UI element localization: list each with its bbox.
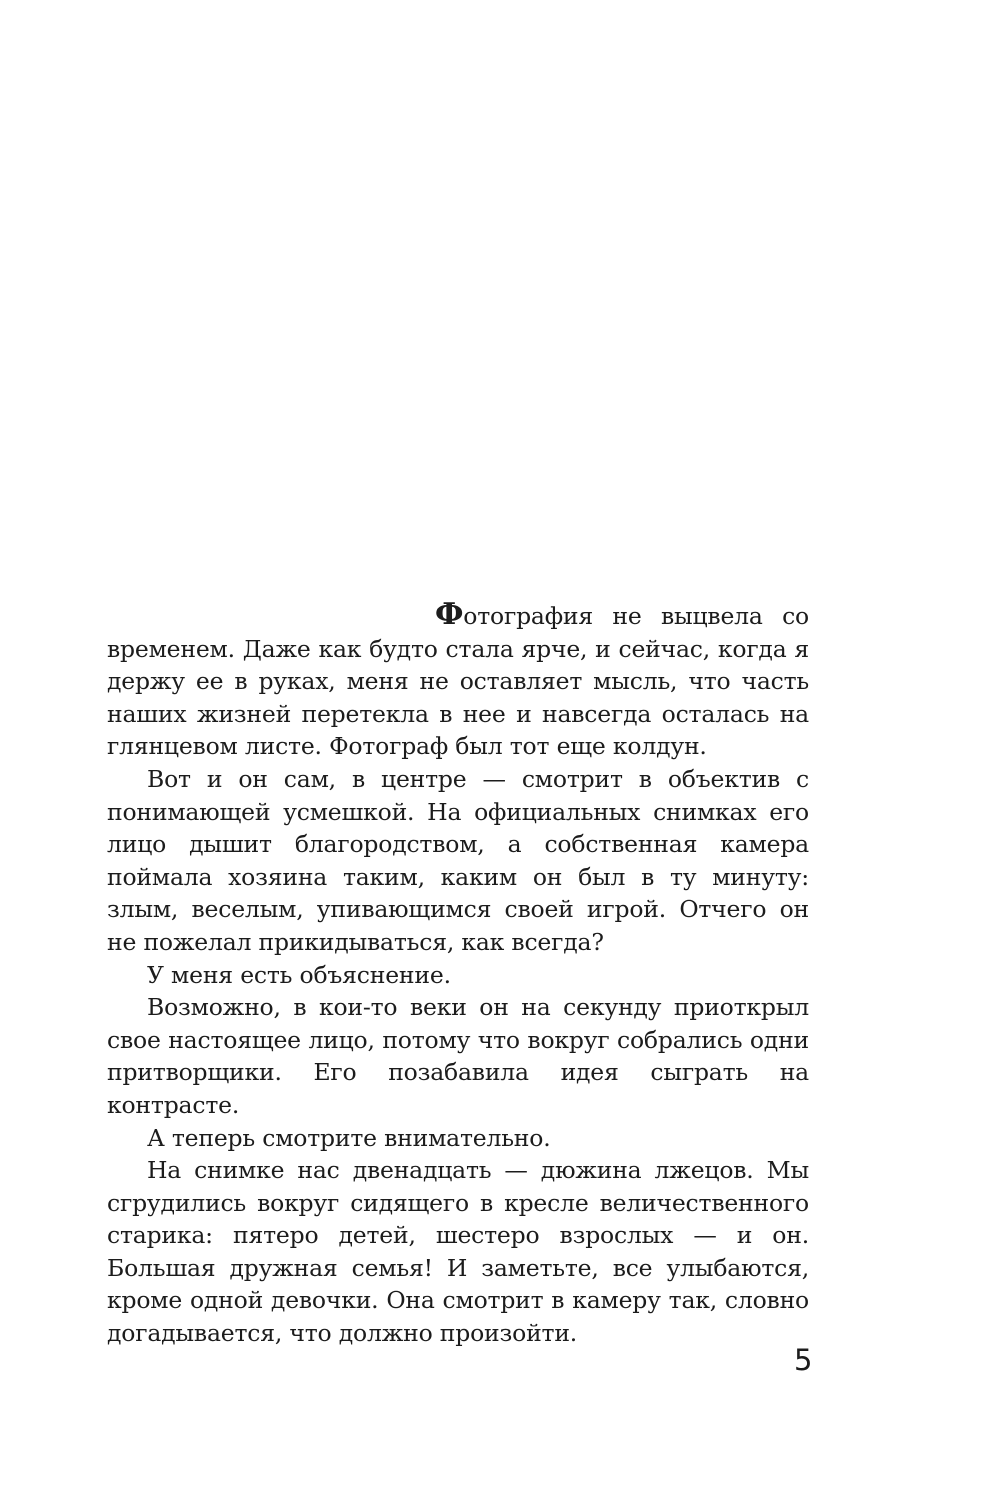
text-block — [107, 599, 809, 1350]
paragraph-4: Возможно, в кои-то веки он на секунду приоткрыл свое настоящее лицо, потому что вокруг собрались одни притворщики. Его позабавила идея сыграть на контрасте. — [107, 993, 809, 1119]
paragraph-6: На снимке нас двенадцать — дюжина лжецов. Мы сгрудились вокруг сидящего в кресле величественного старика: пятеро детей, шестеро взрослых — и он. Большая дружная семья! И заметьте, все улыбаются, кроме одной девочки. Она смотрит в камеру так, словно догадывается, что должно произойти. — [107, 1156, 809, 1348]
paragraph-3: У меня есть объяснение. — [147, 960, 451, 989]
paragraph-1-text: отография не выцвела со временем. Даже как будто стала ярче, и сейчас, когда я держу ее в руках, меня не оставляет мысль, что часть наших жизней перетекла в нее и навсегда осталась на глянцевом листе. Фотограф был тот еще колдун. — [107, 602, 809, 761]
page-number: 5 — [794, 1343, 813, 1377]
drop-initial: Ф — [435, 597, 464, 632]
paragraph-1 — [107, 599, 809, 763]
paragraph-2: Вот и он сам, в центре — смотрит в объектив с понимающей усмешкой. На официальных снимках его лицо дышит благородством, а собственная камера поймала хозяина таким, каким он был в ту минуту: злым, веселым, упивающимся своей игрой. Отчего он не пожелал прикидываться, как всегда? — [107, 764, 809, 956]
paragraph-5: А теперь смотрите внимательно. — [147, 1123, 551, 1152]
